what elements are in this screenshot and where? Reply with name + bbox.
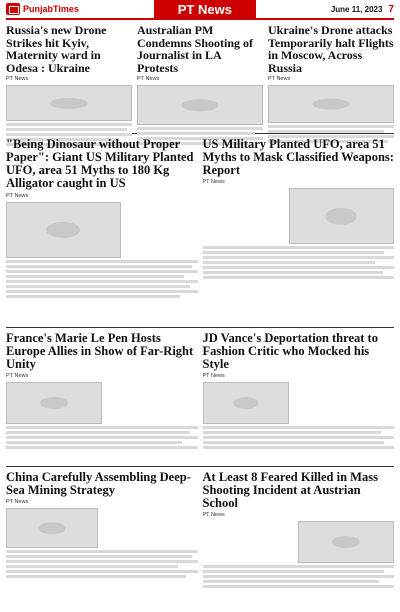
article-headline[interactable]: France's Marie Le Pen Hosts Europe Allies in Show of Far-Right Unity — [6, 331, 194, 372]
article-headline[interactable]: JD Vance's Deportation threat to Fashion Critic who Mocked his Style — [202, 331, 378, 372]
article-us-military-ufo — [203, 138, 395, 323]
row-3 — [6, 332, 394, 467]
article-jd-vance — [203, 332, 395, 462]
article-image — [6, 382, 102, 424]
article-byline: PT News — [268, 76, 291, 83]
article-austrian-school — [203, 471, 395, 607]
article-image — [6, 202, 121, 258]
article-byline: PT News — [202, 373, 225, 380]
article-china-deep-sea — [6, 471, 198, 607]
section-title: PT News — [154, 0, 256, 18]
article-headline[interactable]: China Carefully Assembling Deep-Sea Mining Strategy — [6, 470, 191, 498]
brand-logo-icon — [6, 3, 20, 15]
masthead — [6, 0, 394, 20]
article-byline: PT News — [6, 499, 29, 506]
article-byline: PT News — [6, 192, 29, 199]
row-1 — [6, 24, 394, 134]
article-image — [289, 188, 394, 244]
article-headline[interactable]: "Being Dinosaur without Proper Paper": Giant US Military Planted UFO, area 51 Myths to 180 Kg Alligator caught in US — [6, 137, 194, 191]
row-4 — [6, 471, 394, 611]
article-image — [137, 85, 263, 125]
article-byline: PT News — [137, 76, 160, 83]
article-image — [268, 85, 394, 123]
article-headline[interactable]: Australian PM Condemns Shooting of Journalist in LA Protests — [137, 23, 254, 75]
article-image — [298, 521, 394, 563]
brand — [6, 3, 79, 15]
date-block — [331, 4, 394, 15]
article-image — [203, 382, 289, 424]
page-number: 7 — [388, 3, 394, 15]
article-body — [203, 246, 395, 279]
article-byline: PT News — [202, 179, 225, 186]
article-headline[interactable]: Russia's new Drone Strikes hit Kyiv, Maternity ward in Odesa : Ukraine — [6, 23, 107, 75]
issue-date: June 11, 2023 — [330, 4, 383, 14]
article-australia-pm — [137, 24, 263, 146]
article-byline: PT News — [6, 373, 29, 380]
article-byline: PT News — [202, 512, 225, 519]
row-2 — [6, 138, 394, 328]
article-headline[interactable]: At Least 8 Feared Killed in Mass Shooting Incident at Austrian School — [202, 470, 378, 511]
article-image — [6, 508, 98, 548]
article-body — [6, 426, 198, 449]
article-body — [203, 426, 395, 449]
article-body — [6, 260, 198, 298]
article-le-pen — [6, 332, 198, 462]
article-ukraine-drone — [268, 24, 394, 146]
article-body — [203, 565, 395, 588]
article-russia-drone — [6, 24, 132, 146]
article-headline[interactable]: Ukraine's Drone attacks Temporarily halt Flights in Moscow, Across Russia — [268, 23, 394, 75]
article-byline: PT News — [6, 76, 29, 83]
article-headline[interactable]: US Military Planted UFO, area 51 Myths to Mask Classified Weapons: Report — [202, 137, 394, 178]
article-alligator — [6, 138, 198, 323]
brand-name: PunjabTimes — [23, 4, 79, 14]
article-image — [6, 85, 132, 121]
article-body — [6, 550, 198, 578]
